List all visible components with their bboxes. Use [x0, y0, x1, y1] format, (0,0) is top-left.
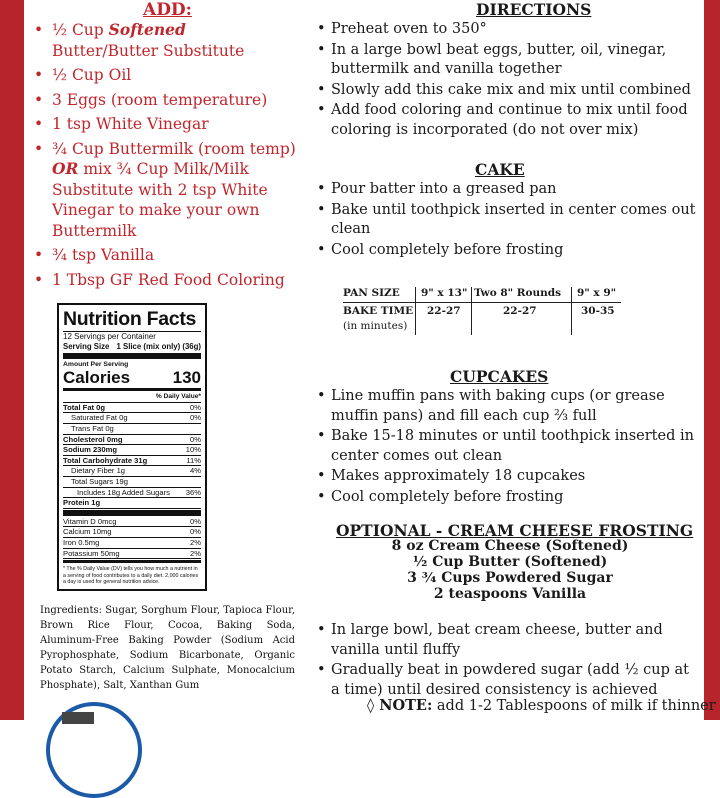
pan-two-8-rounds: Two 8" Rounds	[474, 287, 562, 299]
bake-time-sub: (in minutes)	[343, 320, 408, 332]
nutrient-dv: 0%	[190, 434, 201, 444]
ingredient-text: ½ Cup	[52, 21, 109, 39]
nutrient-label: Total Fat 0g	[63, 402, 106, 412]
time-two-8-rounds: 22-27	[503, 305, 537, 317]
certification-logo-icon	[46, 702, 142, 798]
ingredient-text-cont: mix ¾ Cup Milk/Milk Substitute with 2 tsp White Vinegar to make your own Buttermilk	[52, 160, 268, 240]
nutrient-rows	[63, 403, 201, 509]
add-ingredient-item	[34, 245, 296, 266]
step-item: • Cool completely before frosting	[317, 488, 697, 508]
ingredient-emphasis: Softened	[108, 20, 186, 39]
nutrient-dv: 0%	[190, 413, 201, 423]
step-item: • Preheat oven to 350°	[317, 20, 697, 40]
nutrient-row	[63, 445, 201, 456]
nutrient-label: Sodium 230mg	[63, 445, 118, 455]
pan-size-header: PAN SIZE	[343, 287, 400, 299]
note-text: add 1-2 Tablespoons of milk if thinner	[432, 698, 716, 714]
vitamin-row	[63, 517, 201, 528]
ingredient-text: ¾ Cup Buttermilk (room temp)	[52, 139, 296, 158]
step-item: • In a large bowl beat eggs, butter, oil, vinegar, buttermilk and vanilla together	[317, 41, 697, 80]
frosting-ingredient: 8 oz Cream Cheese (Softened)	[391, 538, 629, 554]
nutrient-label: Protein 1g	[63, 498, 101, 508]
nutrient-row	[63, 424, 201, 435]
step-item: • Cool completely before frosting	[317, 241, 697, 261]
frosting-ingredient: ½ Cup Butter (Softened)	[412, 554, 608, 570]
nutrition-facts-panel	[57, 303, 207, 591]
nutrition-title: Nutrition Facts	[63, 307, 201, 332]
nutrient-row	[63, 403, 201, 414]
step-item: • Bake 15-18 minutes or until toothpick inserted in center comes out clean	[317, 427, 697, 466]
add-ingredient-item	[34, 65, 296, 86]
daily-value-header: % Daily Value*	[155, 393, 201, 401]
nutrient-row	[63, 413, 201, 424]
note-label: ◊ NOTE:	[367, 697, 433, 714]
add-ingredients-list	[34, 20, 296, 294]
bake-time-header: BAKE TIME	[343, 305, 414, 317]
nutrient-label: Cholesterol 0mg	[63, 434, 123, 444]
ingredient-text: 1 tsp White Vinegar	[52, 115, 209, 133]
nutrient-row	[63, 498, 201, 509]
nutrient-label: Saturated Fat 0g	[71, 413, 128, 423]
nutrient-dv: 10%	[185, 445, 201, 455]
nutrient-label: Trans Fat 0g	[71, 423, 114, 433]
nutrient-row	[63, 477, 201, 488]
nutrient-row	[63, 435, 201, 446]
nutrient-dv: 0%	[190, 402, 201, 412]
vitamin-row	[63, 549, 201, 560]
pan-9x13: 9" x 13"	[421, 287, 468, 299]
ingredient-text-cont: Butter/Butter Substitute	[52, 41, 245, 60]
add-title: ADD:	[143, 0, 192, 20]
vitamin-rows	[63, 517, 201, 559]
add-ingredient-item	[34, 114, 296, 135]
amount-per-serving: Amount Per Serving	[63, 360, 129, 368]
ingredient-text: 1 Tbsp GF Red Food Coloring	[52, 270, 285, 289]
add-ingredient-item	[34, 20, 296, 61]
nutrient-row	[63, 466, 201, 477]
frosting-note	[367, 697, 716, 714]
ingredient-text: ¾ tsp Vanilla	[52, 246, 155, 264]
calories-value: 130	[172, 368, 201, 388]
nutrient-label: Dietary Fiber 1g	[71, 466, 126, 476]
nutrient-dv: 36%	[185, 487, 201, 497]
vitamin-label: Vitamin D 0mcg	[63, 516, 117, 526]
vitamin-dv: 0%	[190, 527, 201, 537]
cake-list	[317, 180, 697, 261]
add-ingredient-item	[34, 270, 296, 291]
vitamin-label: Iron 0.5mg	[63, 537, 100, 547]
step-item: • Gradually beat in powdered sugar (add ½ cup at a time) until desired consistency is achieved	[317, 661, 697, 700]
step-item: • Add food coloring and continue to mix until food coloring is incorporated (do not over mix)	[317, 101, 697, 140]
vitamin-row	[63, 538, 201, 549]
serving-size-value: 1 Slice (mix only) (36g)	[116, 342, 201, 351]
vitamin-label: Calcium 10mg	[63, 527, 112, 537]
nutrient-dv: 11%	[186, 455, 201, 465]
step-item: • Line muffin pans with baking cups (or grease muffin pans) and fill each cup ⅔ full	[317, 387, 697, 426]
nutrient-label: Total Sugars 19g	[71, 476, 128, 486]
nutrient-dv: 4%	[190, 466, 201, 476]
frosting-ingredient: 3 ¾ Cups Powdered Sugar	[407, 570, 613, 586]
calories-label: Calories	[63, 368, 131, 388]
vitamin-dv: 2%	[190, 537, 201, 547]
nutrient-label: Total Carbohydrate 31g	[63, 455, 148, 465]
daily-value-footnote: * The % Daily Value (DV) tells you how much a nutrient in a serving of food contributes to a daily diet. 2,000 calories a day is used for general nutrition advice.	[63, 566, 199, 586]
step-item: • Slowly add this cake mix and mix until combined	[317, 81, 697, 101]
add-ingredient-item	[34, 139, 296, 242]
time-9x13: 22-27	[427, 305, 461, 317]
frosting-steps-list	[317, 621, 697, 701]
step-item: • Makes approximately 18 cupcakes	[317, 467, 697, 487]
frosting-ingredients	[320, 538, 700, 602]
frosting-ingredient: 2 teaspoons Vanilla	[433, 586, 587, 602]
qr-code-icon	[62, 712, 94, 724]
ingredient-text: 3 Eggs (room temperature)	[52, 90, 268, 109]
add-ingredient-item	[34, 90, 296, 111]
nutrient-row	[63, 488, 201, 499]
ingredients-text: Ingredients: Sugar, Sorghum Flour, Tapioca Flour, Brown Rice Flour, Cocoa, Baking Soda, Aluminum-Free Baking Powder (Sodium Acid Pyrophosphate, Sodium Bicarbonate, Organic Potato Starch, Calcium Sulphate, Monocalcium Phosphate), Salt, Xanthan Gum	[40, 605, 295, 691]
nutrient-label: Includes 18g Added Sugars	[77, 487, 170, 497]
cupcakes-list	[317, 387, 697, 508]
ingredient-text: ½ Cup Oil	[52, 66, 132, 84]
pan-9x9: 9" x 9"	[577, 287, 617, 299]
right-red-border	[704, 0, 720, 720]
ingredient-emphasis: OR	[52, 159, 79, 178]
vitamin-row	[63, 527, 201, 538]
vitamin-dv: 0%	[190, 516, 201, 526]
servings-per-container: 12 Servings per Container	[63, 332, 156, 341]
step-item: • Bake until toothpick inserted in center comes out clean	[317, 201, 697, 240]
vitamin-label: Potassium 50mg	[63, 548, 120, 558]
time-9x9: 30-35	[581, 305, 615, 317]
cupcakes-title: CUPCAKES	[450, 367, 549, 386]
vitamin-dv: 2%	[190, 548, 201, 558]
left-red-border	[0, 0, 24, 720]
directions-title: DIRECTIONS	[476, 0, 592, 19]
frosting-title: OPTIONAL - CREAM CHEESE FROSTING	[336, 521, 694, 540]
directions-list	[317, 20, 697, 141]
step-item: • Pour batter into a greased pan	[317, 180, 697, 200]
cake-title: CAKE	[475, 160, 525, 179]
step-item: • In large bowl, beat cream cheese, butter and vanilla until fluffy	[317, 621, 697, 660]
serving-size-label: Serving Size	[63, 342, 110, 351]
nutrient-row	[63, 456, 201, 467]
